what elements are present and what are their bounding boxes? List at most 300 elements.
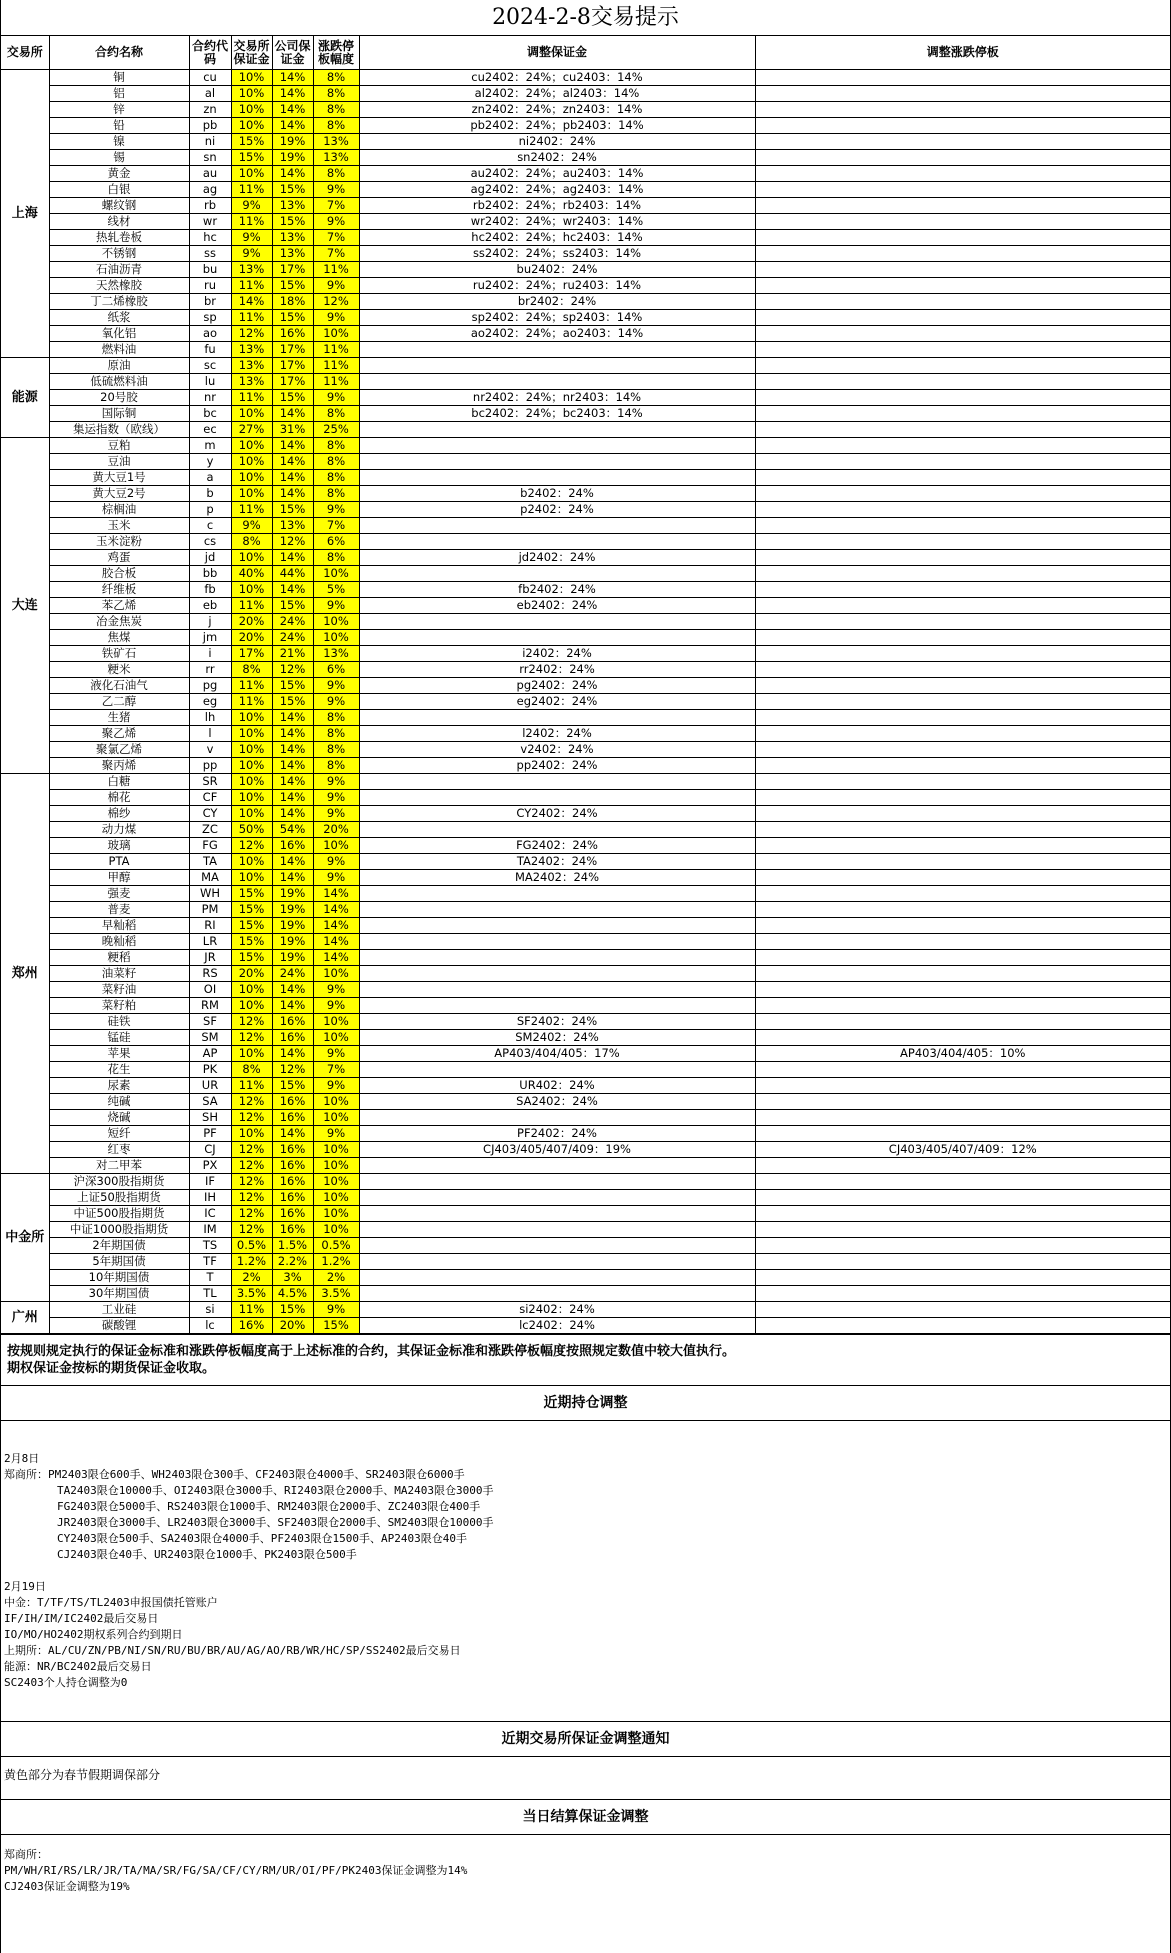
- adjusted-margin-cell: [359, 454, 755, 470]
- table-row: [1, 182, 1170, 198]
- exchange-margin-cell: 10%: [231, 166, 272, 182]
- adjusted-margin-cell: ss2402：24%；ss2403：14%: [359, 246, 755, 262]
- exchange-margin-cell: 10%: [231, 102, 272, 118]
- adjusted-limit-cell: [755, 918, 1170, 934]
- contract-name-cell: 铅: [49, 118, 189, 134]
- adjusted-margin-cell: [359, 470, 755, 486]
- contract-name-cell: 10年期国债: [49, 1270, 189, 1286]
- table-row: [1, 694, 1170, 710]
- price-limit-cell: 8%: [313, 742, 359, 758]
- contract-code-cell: lh: [189, 710, 231, 726]
- company-margin-cell: 15%: [272, 310, 313, 326]
- adjusted-limit-cell: [755, 710, 1170, 726]
- table-row: [1, 1190, 1170, 1206]
- adjusted-limit-cell: [755, 646, 1170, 662]
- contract-name-cell: 纸浆: [49, 310, 189, 326]
- adjusted-limit-cell: [755, 742, 1170, 758]
- price-limit-cell: 10%: [313, 1206, 359, 1222]
- exchange-margin-cell: 16%: [231, 1318, 272, 1334]
- table-row: [1, 310, 1170, 326]
- adjusted-limit-cell: [755, 262, 1170, 278]
- table-row: [1, 790, 1170, 806]
- price-limit-cell: 10%: [313, 614, 359, 630]
- contract-code-cell: WH: [189, 886, 231, 902]
- company-margin-cell: 14%: [272, 118, 313, 134]
- adjusted-limit-cell: [755, 758, 1170, 774]
- adjusted-limit-cell: [755, 166, 1170, 182]
- adjusted-margin-cell: sp2402：24%；sp2403：14%: [359, 310, 755, 326]
- company-margin-cell: 19%: [272, 950, 313, 966]
- exchange-margin-cell: 9%: [231, 230, 272, 246]
- adjusted-limit-cell: [755, 518, 1170, 534]
- exchange-margin-cell: 27%: [231, 422, 272, 438]
- table-row: [1, 118, 1170, 134]
- adjusted-margin-cell: [359, 1286, 755, 1302]
- exchange-margin-cell: 12%: [231, 1222, 272, 1238]
- settlement-line: CJ2403保证金调整为19%: [4, 1880, 130, 1893]
- adjusted-margin-cell: [359, 1158, 755, 1174]
- price-limit-cell: 1.2%: [313, 1254, 359, 1270]
- contract-code-cell: b: [189, 486, 231, 502]
- adjusted-margin-cell: UR402：24%: [359, 1078, 755, 1094]
- adjusted-margin-cell: [359, 982, 755, 998]
- adjusted-limit-cell: [755, 726, 1170, 742]
- adjusted-margin-cell: [359, 902, 755, 918]
- position-line: SC2403个人持仓调整为0: [4, 1676, 128, 1689]
- company-margin-cell: 16%: [272, 1030, 313, 1046]
- settlement-adjustments: [1, 1835, 1170, 1895]
- exchange-margin-cell: 8%: [231, 534, 272, 550]
- contract-name-cell: 菜籽粕: [49, 998, 189, 1014]
- header-adjusted-limit: 调整涨跌停板: [755, 36, 1170, 70]
- adjusted-limit-cell: [755, 1286, 1170, 1302]
- contract-code-cell: FG: [189, 838, 231, 854]
- contract-name-cell: 尿素: [49, 1078, 189, 1094]
- price-limit-cell: 9%: [313, 1046, 359, 1062]
- exchange-margin-cell: 10%: [231, 726, 272, 742]
- contract-code-cell: ao: [189, 326, 231, 342]
- position-line: 中金：T/TF/TS/TL2403申报国债托管账户: [4, 1596, 218, 1609]
- adjusted-margin-cell: [359, 1270, 755, 1286]
- adjusted-margin-cell: wr2402：24%；wr2403：14%: [359, 214, 755, 230]
- adjusted-margin-cell: SA2402：24%: [359, 1094, 755, 1110]
- adjusted-limit-cell: [755, 822, 1170, 838]
- adjusted-margin-cell: AP403/404/405：17%: [359, 1046, 755, 1062]
- adjusted-limit-cell: [755, 182, 1170, 198]
- price-limit-cell: 7%: [313, 246, 359, 262]
- exchange-margin-cell: 10%: [231, 470, 272, 486]
- price-limit-cell: 8%: [313, 550, 359, 566]
- table-row: [1, 1302, 1170, 1318]
- header-company-margin: 公司保证金: [272, 36, 313, 70]
- adjusted-limit-cell: [755, 694, 1170, 710]
- contract-name-cell: 天然橡胶: [49, 278, 189, 294]
- price-limit-cell: 9%: [313, 598, 359, 614]
- position-line: IO/MO/HO2402期权系列合约到期日: [4, 1628, 183, 1641]
- price-limit-cell: 9%: [313, 1078, 359, 1094]
- contract-code-cell: fu: [189, 342, 231, 358]
- company-margin-cell: 13%: [272, 198, 313, 214]
- contract-name-cell: 甲醇: [49, 870, 189, 886]
- table-row: [1, 518, 1170, 534]
- contract-code-cell: OI: [189, 982, 231, 998]
- price-limit-cell: 8%: [313, 470, 359, 486]
- adjusted-limit-cell: [755, 1190, 1170, 1206]
- price-limit-cell: 9%: [313, 502, 359, 518]
- contract-code-cell: p: [189, 502, 231, 518]
- exchange-margin-cell: 11%: [231, 390, 272, 406]
- company-margin-cell: 17%: [272, 374, 313, 390]
- exchange-margin-cell: 13%: [231, 262, 272, 278]
- contract-code-cell: IH: [189, 1190, 231, 1206]
- adjusted-margin-cell: jd2402：24%: [359, 550, 755, 566]
- exchange-margin-cell: 10%: [231, 742, 272, 758]
- adjusted-margin-cell: pb2402：24%；pb2403：14%: [359, 118, 755, 134]
- adjusted-limit-cell: [755, 1302, 1170, 1318]
- exchange-margin-cell: 12%: [231, 326, 272, 342]
- contract-name-cell: 豆油: [49, 454, 189, 470]
- adjusted-margin-cell: hc2402：24%；hc2403：14%: [359, 230, 755, 246]
- contract-code-cell: j: [189, 614, 231, 630]
- company-margin-cell: 31%: [272, 422, 313, 438]
- company-margin-cell: 4.5%: [272, 1286, 313, 1302]
- contract-code-cell: ni: [189, 134, 231, 150]
- header-contract-code: 合约代码: [189, 36, 231, 70]
- adjusted-margin-cell: CY2402：24%: [359, 806, 755, 822]
- contract-name-cell: 燃料油: [49, 342, 189, 358]
- contract-name-cell: 20号胶: [49, 390, 189, 406]
- company-margin-cell: 15%: [272, 598, 313, 614]
- exchange-margin-cell: 12%: [231, 1142, 272, 1158]
- adjusted-limit-cell: [755, 1254, 1170, 1270]
- adjusted-margin-cell: [359, 422, 755, 438]
- price-limit-cell: 8%: [313, 438, 359, 454]
- contract-name-cell: 短纤: [49, 1126, 189, 1142]
- company-margin-cell: 15%: [272, 1078, 313, 1094]
- adjusted-limit-cell: [755, 470, 1170, 486]
- table-row: [1, 1110, 1170, 1126]
- price-limit-cell: 10%: [313, 1094, 359, 1110]
- adjusted-limit-cell: [755, 86, 1170, 102]
- company-margin-cell: 14%: [272, 854, 313, 870]
- contract-code-cell: ZC: [189, 822, 231, 838]
- company-margin-cell: 15%: [272, 1302, 313, 1318]
- price-limit-cell: 8%: [313, 710, 359, 726]
- contract-name-cell: 黄大豆1号: [49, 470, 189, 486]
- table-row: [1, 102, 1170, 118]
- company-margin-cell: 19%: [272, 918, 313, 934]
- price-limit-cell: 14%: [313, 902, 359, 918]
- position-line: CY2403限仓500手、SA2403限仓4000手、PF2403限仓1500手、AP2403限仓40手: [4, 1532, 468, 1545]
- contract-name-cell: 5年期国债: [49, 1254, 189, 1270]
- adjusted-limit-cell: [755, 390, 1170, 406]
- contract-code-cell: SM: [189, 1030, 231, 1046]
- position-line: CJ2403限仓40手、UR2403限仓1000手、PK2403限仓500手: [4, 1548, 357, 1561]
- price-limit-cell: 11%: [313, 342, 359, 358]
- position-line: 2月19日: [4, 1580, 46, 1593]
- company-margin-cell: 14%: [272, 550, 313, 566]
- adjusted-limit-cell: [755, 630, 1170, 646]
- adjusted-limit-cell: [755, 438, 1170, 454]
- exchange-margin-cell: 11%: [231, 1078, 272, 1094]
- table-row: [1, 806, 1170, 822]
- price-limit-cell: 9%: [313, 1302, 359, 1318]
- contract-code-cell: ss: [189, 246, 231, 262]
- contract-name-cell: 聚乙烯: [49, 726, 189, 742]
- table-row: [1, 486, 1170, 502]
- contract-name-cell: 玉米淀粉: [49, 534, 189, 550]
- adjusted-margin-cell: au2402：24%；au2403：14%: [359, 166, 755, 182]
- adjusted-limit-cell: [755, 1174, 1170, 1190]
- price-limit-cell: 11%: [313, 358, 359, 374]
- adjusted-limit-cell: [755, 902, 1170, 918]
- contract-code-cell: T: [189, 1270, 231, 1286]
- adjusted-limit-cell: [755, 326, 1170, 342]
- exchange-margin-cell: 10%: [231, 118, 272, 134]
- table-row: [1, 1222, 1170, 1238]
- price-limit-cell: 9%: [313, 998, 359, 1014]
- exchange-margin-cell: 17%: [231, 646, 272, 662]
- contract-name-cell: 玉米: [49, 518, 189, 534]
- contract-name-cell: 聚氯乙烯: [49, 742, 189, 758]
- exchange-margin-cell: 11%: [231, 182, 272, 198]
- contract-name-cell: 棉纱: [49, 806, 189, 822]
- contract-code-cell: PK: [189, 1062, 231, 1078]
- contract-name-cell: 黄大豆2号: [49, 486, 189, 502]
- contract-code-cell: SH: [189, 1110, 231, 1126]
- adjusted-margin-cell: fb2402：24%: [359, 582, 755, 598]
- adjusted-margin-cell: eb2402：24%: [359, 598, 755, 614]
- adjusted-limit-cell: [755, 1318, 1170, 1334]
- adjusted-margin-cell: ag2402：24%；ag2403：14%: [359, 182, 755, 198]
- contract-code-cell: sn: [189, 150, 231, 166]
- contract-name-cell: 生猪: [49, 710, 189, 726]
- company-margin-cell: 16%: [272, 1190, 313, 1206]
- adjusted-margin-cell: [359, 374, 755, 390]
- table-row: [1, 70, 1170, 86]
- contract-name-cell: 镍: [49, 134, 189, 150]
- table-row: [1, 1206, 1170, 1222]
- exchange-margin-cell: 0.5%: [231, 1238, 272, 1254]
- exchange-margin-cell: 11%: [231, 678, 272, 694]
- company-margin-cell: 14%: [272, 758, 313, 774]
- contract-name-cell: 中证500股指期货: [49, 1206, 189, 1222]
- contract-code-cell: rr: [189, 662, 231, 678]
- contract-name-cell: 动力煤: [49, 822, 189, 838]
- price-limit-cell: 9%: [313, 982, 359, 998]
- adjusted-margin-cell: br2402：24%: [359, 294, 755, 310]
- company-margin-cell: 3%: [272, 1270, 313, 1286]
- header-row: [1, 36, 1170, 70]
- contract-code-cell: pb: [189, 118, 231, 134]
- adjusted-limit-cell: [755, 358, 1170, 374]
- company-margin-cell: 13%: [272, 518, 313, 534]
- adjusted-limit-cell: [755, 534, 1170, 550]
- contract-name-cell: 纯碱: [49, 1094, 189, 1110]
- contract-code-cell: fb: [189, 582, 231, 598]
- contract-name-cell: 低硫燃料油: [49, 374, 189, 390]
- exchange-margin-cell: 15%: [231, 950, 272, 966]
- table-row: [1, 374, 1170, 390]
- contract-code-cell: PF: [189, 1126, 231, 1142]
- contract-code-cell: zn: [189, 102, 231, 118]
- table-row: [1, 822, 1170, 838]
- adjusted-margin-cell: zn2402：24%；zn2403：14%: [359, 102, 755, 118]
- table-row: [1, 566, 1170, 582]
- position-line: 能源：NR/BC2402最后交易日: [4, 1660, 152, 1673]
- price-limit-cell: 10%: [313, 1190, 359, 1206]
- price-limit-cell: 9%: [313, 310, 359, 326]
- position-line: 上期所：AL/CU/ZN/PB/NI/SN/RU/BU/BR/AU/AG/AO/RB/WR/HC/SP/SS2402最后交易日: [4, 1644, 461, 1657]
- company-margin-cell: 19%: [272, 150, 313, 166]
- price-limit-cell: 9%: [313, 390, 359, 406]
- exchange-margin-cell: 20%: [231, 614, 272, 630]
- company-margin-cell: 1.5%: [272, 1238, 313, 1254]
- company-margin-cell: 14%: [272, 1126, 313, 1142]
- exchange-margin-cell: 9%: [231, 198, 272, 214]
- contract-code-cell: bb: [189, 566, 231, 582]
- contract-name-cell: 菜籽油: [49, 982, 189, 998]
- table-row: [1, 1174, 1170, 1190]
- contract-code-cell: al: [189, 86, 231, 102]
- contract-name-cell: 沪深300股指期货: [49, 1174, 189, 1190]
- adjusted-limit-cell: CJ403/405/407/409：12%: [755, 1142, 1170, 1158]
- price-limit-cell: 8%: [313, 166, 359, 182]
- adjusted-limit-cell: [755, 278, 1170, 294]
- header-price-limit: 涨跌停板幅度: [313, 36, 359, 70]
- contract-code-cell: IF: [189, 1174, 231, 1190]
- exchange-margin-cell: 10%: [231, 70, 272, 86]
- adjusted-margin-cell: [359, 1110, 755, 1126]
- exchange-margin-cell: 10%: [231, 582, 272, 598]
- adjusted-margin-cell: [359, 774, 755, 790]
- table-row: [1, 150, 1170, 166]
- price-limit-cell: 10%: [313, 838, 359, 854]
- adjusted-margin-cell: [359, 342, 755, 358]
- table-row: [1, 342, 1170, 358]
- contract-name-cell: 线材: [49, 214, 189, 230]
- adjusted-margin-cell: [359, 614, 755, 630]
- price-limit-cell: 8%: [313, 406, 359, 422]
- company-margin-cell: 15%: [272, 278, 313, 294]
- contract-code-cell: SF: [189, 1014, 231, 1030]
- exchange-margin-cell: 13%: [231, 374, 272, 390]
- contract-code-cell: eg: [189, 694, 231, 710]
- adjusted-limit-cell: [755, 870, 1170, 886]
- company-margin-cell: 16%: [272, 1222, 313, 1238]
- table-row: [1, 1078, 1170, 1094]
- adjusted-limit-cell: [755, 102, 1170, 118]
- adjusted-margin-cell: pp2402：24%: [359, 758, 755, 774]
- table-row: [1, 902, 1170, 918]
- exchange-margin-cell: 8%: [231, 1062, 272, 1078]
- table-row: [1, 406, 1170, 422]
- table-row: [1, 1158, 1170, 1174]
- contract-code-cell: TL: [189, 1286, 231, 1302]
- adjusted-limit-cell: [755, 582, 1170, 598]
- contract-code-cell: CY: [189, 806, 231, 822]
- table-row: [1, 1286, 1170, 1302]
- price-limit-cell: 10%: [313, 630, 359, 646]
- price-limit-cell: 8%: [313, 486, 359, 502]
- contract-name-cell: 花生: [49, 1062, 189, 1078]
- company-margin-cell: 16%: [272, 1094, 313, 1110]
- adjusted-limit-cell: [755, 1126, 1170, 1142]
- company-margin-cell: 14%: [272, 1046, 313, 1062]
- price-limit-cell: 14%: [313, 886, 359, 902]
- price-limit-cell: 13%: [313, 134, 359, 150]
- exchange-cell: 能源: [1, 358, 49, 438]
- contract-name-cell: 早籼稻: [49, 918, 189, 934]
- note-line: 按规则规定执行的保证金标准和涨跌停板幅度高于上述标准的合约，其保证金标准和涨跌停板幅度按照规定数值中较大值执行。: [7, 1344, 736, 1359]
- price-limit-cell: 7%: [313, 198, 359, 214]
- header-adjusted-margin: 调整保证金: [359, 36, 755, 70]
- contract-code-cell: i: [189, 646, 231, 662]
- adjusted-limit-cell: [755, 614, 1170, 630]
- contract-name-cell: 锰硅: [49, 1030, 189, 1046]
- price-limit-cell: 9%: [313, 678, 359, 694]
- exchange-margin-cell: 1.2%: [231, 1254, 272, 1270]
- price-limit-cell: 25%: [313, 422, 359, 438]
- contract-code-cell: br: [189, 294, 231, 310]
- adjusted-margin-cell: [359, 566, 755, 582]
- adjusted-margin-cell: [359, 1062, 755, 1078]
- contract-name-cell: 铁矿石: [49, 646, 189, 662]
- contract-code-cell: CF: [189, 790, 231, 806]
- company-margin-cell: 16%: [272, 1110, 313, 1126]
- contract-code-cell: bc: [189, 406, 231, 422]
- table-row: [1, 134, 1170, 150]
- company-margin-cell: 12%: [272, 1062, 313, 1078]
- contract-code-cell: sc: [189, 358, 231, 374]
- company-margin-cell: 24%: [272, 966, 313, 982]
- exchange-margin-cell: 15%: [231, 134, 272, 150]
- contract-code-cell: jd: [189, 550, 231, 566]
- contract-code-cell: RM: [189, 998, 231, 1014]
- adjusted-margin-cell: i2402：24%: [359, 646, 755, 662]
- company-margin-cell: 16%: [272, 1014, 313, 1030]
- contract-code-cell: CJ: [189, 1142, 231, 1158]
- contract-code-cell: lu: [189, 374, 231, 390]
- contract-name-cell: 油菜籽: [49, 966, 189, 982]
- contract-name-cell: 黄金: [49, 166, 189, 182]
- adjusted-limit-cell: [755, 1014, 1170, 1030]
- table-row: [1, 678, 1170, 694]
- adjusted-margin-cell: [359, 790, 755, 806]
- price-limit-cell: 9%: [313, 774, 359, 790]
- contract-name-cell: 不锈钢: [49, 246, 189, 262]
- exchange-margin-cell: 10%: [231, 454, 272, 470]
- exchange-margin-cell: 15%: [231, 902, 272, 918]
- exchange-cell: 大连: [1, 438, 49, 774]
- contract-name-cell: 胶合板: [49, 566, 189, 582]
- table-row: [1, 294, 1170, 310]
- contract-name-cell: 铝: [49, 86, 189, 102]
- price-limit-cell: 8%: [313, 118, 359, 134]
- price-limit-cell: 11%: [313, 262, 359, 278]
- price-limit-cell: 12%: [313, 294, 359, 310]
- table-row: [1, 1238, 1170, 1254]
- company-margin-cell: 14%: [272, 774, 313, 790]
- table-row: [1, 630, 1170, 646]
- company-margin-cell: 14%: [272, 982, 313, 998]
- exchange-margin-cell: 14%: [231, 294, 272, 310]
- adjusted-margin-cell: rb2402：24%；rb2403：14%: [359, 198, 755, 214]
- table-row: [1, 438, 1170, 454]
- table-row: [1, 934, 1170, 950]
- header-exchange: 交易所: [1, 36, 49, 70]
- company-margin-cell: 15%: [272, 694, 313, 710]
